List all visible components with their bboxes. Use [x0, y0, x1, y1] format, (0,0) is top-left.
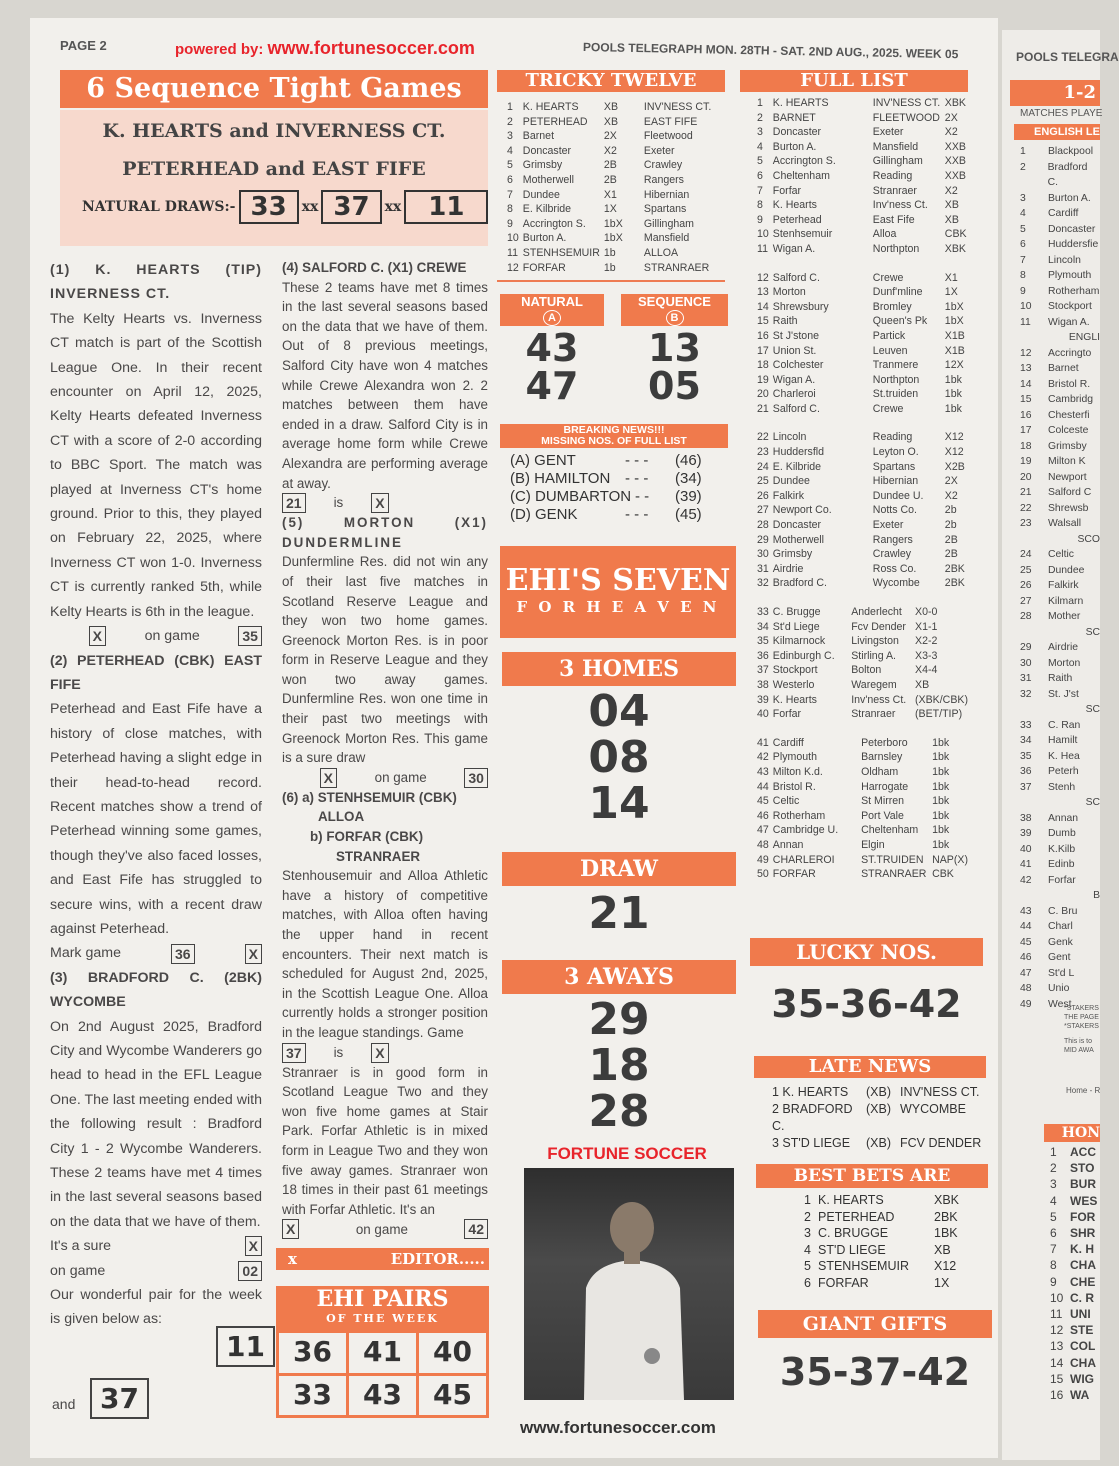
on-game: on game — [355, 1221, 408, 1237]
lucky-numbers: 35-36-42 — [771, 982, 962, 1026]
list-item: 7 K. H — [1050, 1242, 1094, 1257]
list-item: 10 Stockport — [1020, 301, 1092, 312]
on-game: on game — [144, 628, 200, 645]
table-row: 3 Doncaster Exeter X2 — [757, 126, 958, 139]
list-item: 42 Forfar — [1020, 874, 1076, 886]
table-row: 24 E. Kilbride Spartans X2B — [757, 460, 965, 473]
table-row: 11 STENHSEMUIR 1b ALLOA — [507, 246, 679, 259]
table-row: 32 Bradford C. Wycombe 2BK — [757, 577, 965, 590]
game-number: 21 — [282, 493, 306, 513]
on-game: on game — [50, 1262, 106, 1279]
list-item: 6 SHR — [1050, 1226, 1096, 1241]
list-item: 33 C. Ran — [1020, 719, 1081, 731]
list-item: 3 ST'D LIEGE (XB) FCV DENDER — [772, 1136, 982, 1150]
seq-title: 6 Sequence Tight Games — [60, 70, 488, 108]
list-item: B — [1093, 890, 1100, 901]
right-list-2 — [1050, 1144, 1100, 1403]
page-number: PAGE 2 — [60, 38, 107, 53]
list-item: 15 WIG — [1050, 1371, 1094, 1386]
heading-6c: b) FORFAR (CBK) — [310, 829, 424, 845]
ehi-pairs-title — [276, 1286, 489, 1330]
para-4: These 2 teams have met 8 times in the last several seasons based on the data that we have of them. Out of 8 previous meetings, Salford City have won 4 matches while Crewe Alexandra won 2. 2 matches between them have ended in a draw. Salford City is in average home form while Crewe Alexandra are performing average at away. — [282, 279, 488, 491]
ehi-pairs-sub: OF THE WEEK — [326, 1312, 439, 1325]
table-row: 7 Forfar Stranraer X2 — [757, 184, 958, 197]
sequence-label: SEQUENCE — [638, 294, 711, 309]
mark-x: X — [371, 493, 388, 513]
home-num-2: 08 — [588, 732, 650, 783]
player-photo — [524, 1168, 734, 1400]
pair-text: Our wonderful pair for the week is given below as: — [50, 1287, 262, 1328]
pair-cell: 40 — [419, 1333, 486, 1373]
natural-a: A — [543, 310, 561, 326]
list-item: 2 Bradford C. — [1020, 161, 1088, 188]
para-7: Stranraer is in good form in Scotland League Two and they won five home games at Stair Park. Forfar Athletic is in mixed form in League Two and they won five away games. Stranraer won 18 times in their past 61 meetings with Forfar Athletic. It's an — [282, 1064, 488, 1217]
list-item: 36 Peterh — [1020, 766, 1079, 777]
list-item: 3 Burton A. — [1020, 192, 1091, 204]
ehi-seven-banner — [500, 546, 736, 638]
table-row: 49 CHARLEROI ST.TRUIDEN NAP(X) — [757, 853, 968, 866]
list-item: 35 K. Hea — [1020, 750, 1080, 762]
tricky-table — [505, 100, 713, 275]
site-link[interactable]: www.fortunesoccer.com — [267, 38, 475, 58]
list-item: 20 Newport — [1020, 471, 1087, 483]
list-item: 11 Wigan A. — [1020, 316, 1090, 328]
table-row: 40 Forfar Stranraer (BET/TIP) — [757, 708, 963, 721]
late-news-list — [772, 1084, 981, 1152]
table-row: 2 PETERHEAD XB EAST FIFE — [507, 115, 698, 128]
table-row: 20 Charleroi St.truiden 1bk — [757, 388, 962, 401]
list-item: SC — [1085, 626, 1100, 638]
natural-label: NATURAL — [521, 294, 583, 309]
seq-line1: K. HEARTS and INVERNESS CT. — [102, 120, 446, 142]
draw-title: DRAW — [502, 852, 736, 886]
table-row: 35 Kilmarnock Livingston X2-2 — [757, 635, 938, 648]
list-item: 46 Gent — [1020, 952, 1071, 963]
table-row: 22 Lincoln Reading X12 — [757, 431, 964, 444]
pair-cell: 45 — [419, 1376, 486, 1416]
mark-x: X — [282, 1219, 299, 1239]
natural-draw-1: 33 — [239, 190, 299, 224]
breaking-header — [500, 424, 728, 448]
table-row: 27 Newport Co. Notts Co. 2b — [757, 504, 957, 517]
table-row: 25 Dundee Hibernian 2X — [757, 475, 958, 488]
table-row: 18 Colchester Tranmere 12X — [757, 359, 964, 372]
list-item: SC — [1085, 704, 1100, 715]
list-item: 25 Dundee — [1020, 564, 1085, 576]
table-row: 9 Peterhead East Fife XB — [757, 213, 959, 226]
table-row: 43 Milton K.d. Oldham 1bk — [757, 765, 950, 778]
giant-gifts-numbers: 35-37-42 — [779, 1350, 971, 1394]
list-item: 9 Rotherham — [1020, 285, 1100, 297]
table-row: 10 Stenhsemuir Alloa CBK — [757, 228, 967, 241]
right-title: 1-2 — [1010, 80, 1100, 106]
table-row: 30 Grimsby Crawley 2B — [757, 548, 958, 561]
list-item: 21 Salford C — [1020, 487, 1092, 498]
table-row: 7 Dundee X1 Hibernian — [507, 188, 690, 201]
list-item: 1 ACC — [1050, 1145, 1096, 1159]
list-item: 18 Grimsby — [1020, 440, 1087, 452]
aways-title: 3 AWAYS — [502, 960, 736, 994]
natural-draws — [82, 190, 488, 224]
homes-title: 3 HOMES — [502, 652, 736, 686]
game-number: 30 — [464, 768, 488, 788]
best-bets-title: BEST BETS ARE — [756, 1164, 988, 1188]
list-item: 22 Shrewsb — [1020, 502, 1089, 514]
list-item: 4 WES — [1050, 1193, 1098, 1208]
list-item: SCO — [1077, 533, 1100, 545]
table-row: 36 Edinburgh C. Stirling A. X3-3 — [757, 649, 938, 662]
editor-label: EDITOR..... — [390, 1250, 485, 1268]
list-item: 17 Colceste — [1020, 425, 1089, 436]
ehi-seven-sub: F O R H E A V E N — [516, 598, 720, 616]
right-notes: *STAKERS THE PAGE *STAKERS This is to MID AWA — [1064, 1005, 1099, 1054]
list-item: 30 Morton — [1020, 657, 1081, 669]
para-5: Dunfermline Res. did not win any of their last five matches in Scotland Reserve League and they won two home games. Greenock Morton Res. is in poor form in Reserve League and they won two away games. Dunfermline Res. won one time in their past two meetings with Greenock Morton Res. This game is a sure draw — [282, 554, 488, 766]
para-6: Stenhousemuir and Alloa Athletic have a history of competitive matches, with Alloa often having the upper hand in recent encounters. Their next match is scheduled for August 2nd, 2025, in the Scottish League One. Alloa currently holds a stronger position in the league standings. Game — [282, 868, 488, 1040]
list-item: 29 Airdrie — [1020, 642, 1079, 653]
list-item: 5 STENHSEMUIR X12 — [804, 1259, 957, 1273]
list-item: 45 Genk — [1020, 936, 1073, 948]
list-item: 8 CHA — [1050, 1258, 1096, 1273]
list-item: 39 Dumb — [1020, 828, 1076, 839]
table-row: 50 FORFAR STRANRAER CBK — [757, 868, 954, 881]
list-item: 24 Celtic — [1020, 549, 1074, 560]
list-item: 2 STO — [1050, 1161, 1095, 1176]
game-number: 35 — [238, 626, 262, 646]
para-2: Peterhead and East Fife have a history of close matches, with Peterhead having a slight edge in their head-to-head record. Recent matches show a trend of Peterhead winning some games, though they've also faced losses, and East Fife has struggled to secure wins, with a recent draw against Peterhead. — [50, 701, 262, 937]
list-item: 41 Edinb — [1020, 859, 1075, 870]
list-item: 28 Mother — [1020, 611, 1081, 622]
heading-6d: STRANRAER — [336, 848, 421, 864]
list-item: 8 Plymouth — [1020, 270, 1092, 281]
list-item: 16 WA — [1050, 1388, 1090, 1403]
table-row: 8 E. Kilbride 1X Spartans — [507, 203, 687, 216]
heading-4: (4) SALFORD C. (X1) CREWE — [282, 260, 467, 275]
table-row: 21 Salford C. Crewe 1bk — [757, 402, 962, 415]
natural-draw-3: 11 — [404, 190, 488, 224]
right-header: POOLS TELEGRA — [1016, 50, 1119, 64]
sequence-num-2: 05 — [648, 364, 701, 408]
list-item: (C) DUMBARTON - - (39) — [510, 488, 702, 505]
game-number: 36 — [171, 944, 195, 964]
table-row: 12 FORFAR 1b STRANRAER — [507, 261, 710, 274]
table-row: 3 Barnet 2X Fleetwood — [507, 130, 693, 143]
table-row: 6 Motherwell 2B Rangers — [507, 173, 684, 186]
table-row: 29 Motherwell Rangers 2B — [757, 533, 958, 546]
ehi-pairs-heading: EHI PAIRS — [316, 1286, 449, 1312]
list-item: 23 Walsall — [1020, 518, 1082, 529]
right-list — [1020, 144, 1100, 1012]
breaking-title: BREAKING NEWS!!! — [563, 424, 665, 436]
list-item: 44 Charl — [1020, 921, 1073, 932]
list-item: 6 FORFAR 1X — [804, 1275, 950, 1290]
table-row: 23 Huddersfld Leyton O. X12 — [757, 446, 964, 459]
table-row: 4 Burton A. Mansfield XXB — [757, 140, 966, 153]
full-list-group-4 — [755, 605, 970, 722]
list-item: 16 Chesterfi — [1020, 409, 1090, 421]
right-sub: MATCHES PLAYE — [1020, 108, 1103, 119]
full-list — [755, 96, 970, 882]
separator: xx — [301, 199, 319, 215]
list-item: 47 St'd L — [1020, 967, 1075, 979]
table-row: 1 K. HEARTS INV'NESS CT. XBK — [757, 97, 966, 109]
table-row: 33 C. Brugge Anderlecht X0-0 — [757, 606, 938, 618]
table-row: 5 Grimsby 2B Crawley — [507, 159, 683, 172]
list-item: 1 K. HEARTS (XB) INV'NESS CT. — [772, 1085, 980, 1099]
powered-by — [175, 38, 475, 59]
telegraph-header: POOLS TELEGRAPH MON. 28TH - SAT. 2ND AUG., 2025. WEEK 05 — [582, 40, 959, 62]
pair-2: 37 — [90, 1378, 149, 1419]
player-silhouette-icon — [524, 1168, 734, 1400]
away-num-2: 18 — [588, 1040, 650, 1091]
table-row: 44 Bristol R. Harrogate 1bk — [757, 780, 950, 793]
table-row: 5 Accrington S. Gillingham XXB — [757, 155, 966, 168]
list-item: 31 Raith — [1020, 673, 1073, 684]
game-number: 02 — [238, 1261, 262, 1281]
list-item: 4 Cardiff — [1020, 208, 1079, 219]
list-item: 5 FOR — [1050, 1209, 1096, 1224]
list-item: 14 Bristol R. — [1020, 378, 1091, 390]
list-item: 11 UNI — [1050, 1307, 1091, 1322]
full-list-title: FULL LIST — [740, 70, 968, 92]
table-row: 4 Doncaster X2 Exeter — [507, 144, 675, 157]
list-item: 32 St. J'st — [1020, 688, 1079, 700]
natural-num-2: 47 — [525, 364, 579, 408]
home-num-3: 14 — [588, 778, 650, 829]
natural-header — [500, 294, 604, 326]
list-item: 7 Lincoln — [1020, 254, 1081, 266]
away-num-1: 29 — [588, 994, 650, 1045]
table-row: 46 Rotherham Port Vale 1bk — [757, 809, 950, 822]
sure-text: It's a sure — [50, 1238, 112, 1255]
right-league: ENGLISH LE — [1014, 124, 1100, 140]
list-item: 37 Stenh — [1020, 781, 1076, 793]
table-row: 16 St J'stone Partick X1B — [757, 329, 965, 342]
powered-label: powered by: — [175, 41, 264, 58]
table-row: 37 Stockport Bolton X4-4 — [757, 664, 938, 677]
natural-draw-2: 37 — [321, 190, 381, 224]
list-item: (D) GENK - - - (45) — [510, 506, 702, 523]
heading-1: (1) K. HEARTS (TIP) INVERNESS CT. — [50, 262, 262, 303]
heading-2: (2) PETERHEAD (CBK) EAST FIFE — [50, 652, 262, 693]
list-item: SC — [1085, 797, 1100, 808]
table-row: 14 Shrewsbury Bromley 1bX — [757, 300, 964, 313]
sequence-num-1: 13 — [648, 326, 701, 370]
heading-6b: ALLOA — [318, 809, 365, 825]
table-row: 19 Wigan A. Northpton 1bk — [757, 373, 962, 386]
list-item: 13 COL — [1050, 1339, 1096, 1354]
fortune-label: FORTUNE SOCCER — [547, 1144, 707, 1163]
home-num-1: 04 — [588, 686, 650, 737]
full-list-group-3 — [755, 430, 967, 591]
mark-game: Mark game — [50, 945, 121, 962]
article-col1 — [50, 258, 262, 1332]
list-item: 10 C. R — [1050, 1290, 1094, 1305]
list-item: (A) GENT - - - (46) — [510, 452, 702, 469]
list-item: 12 STE — [1050, 1323, 1094, 1338]
table-row: 39 K. Hearts Inv'ness Ct. (XBK/CBK) — [757, 693, 968, 706]
para-3: On 2nd August 2025, Bradford City and Wycombe Wanderers go head to head in the EFL League One. The last meeting ended with the following result : Bradford City 1 - 2 Wycombe Wanderers. These 2 teams have met 4 times in the last several seasons based on the data that we have of them. — [50, 1018, 262, 1230]
list-item: 40 K.Kilb — [1020, 843, 1076, 855]
right-home: Home - R — [1066, 1086, 1101, 1095]
table-row: 34 St'd Liege Fcv Dender X1-1 — [757, 620, 938, 633]
and-label: and — [52, 1396, 76, 1412]
is-text: is — [333, 495, 344, 511]
sequence-header — [621, 294, 728, 326]
list-item: 48 Unio — [1020, 983, 1070, 994]
table-row: 2 BARNET FLEETWOOD 2X — [757, 111, 958, 124]
table-row: 31 Airdrie Ross Co. 2BK — [757, 562, 965, 575]
footer-site[interactable]: www.fortunesoccer.com — [520, 1418, 716, 1437]
heading-6: (6) a) STENHSEMUIR (CBK) — [282, 789, 457, 805]
list-item: (B) HAMILTON - - - (34) — [510, 470, 702, 487]
tricky-title: TRICKY TWELVE — [497, 70, 725, 92]
list-item: 19 Milton K — [1020, 456, 1086, 467]
divider — [497, 280, 725, 282]
list-item: 3 C. BRUGGE 1BK — [804, 1226, 958, 1240]
editor-bar — [276, 1248, 489, 1270]
table-row: 8 K. Hearts Inv'ness Ct. XB — [757, 199, 959, 212]
list-item: 5 Doncaster — [1020, 223, 1096, 235]
list-item: ENGLI — [1068, 332, 1100, 343]
mark-x: X — [371, 1043, 388, 1063]
para-1: The Kelty Hearts vs. Inverness CT match is part of the Scottish League One. In their recent encounter on April 12, 2025, Kelty Hearts defeated Inverness CT with a score of 2-0 according to BBC Sport. The match was played at Inverness CT's home ground. Prior to this, they played on February 22, 2025, where Inverness CT won 1-0. Inverness CT is currently ranked 5th, while Kelty Hearts is 6th in the league. — [50, 310, 262, 620]
list-item: 6 Huddersfie — [1020, 239, 1099, 250]
mark-x: X — [89, 626, 106, 646]
table-row: 26 Falkirk Dundee U. X2 — [757, 489, 958, 502]
list-item: 38 Annan — [1020, 812, 1079, 824]
list-item: 43 C. Bru — [1020, 905, 1078, 917]
mark-x: X — [245, 944, 262, 964]
natural-draws-label: NATURAL DRAWS:- — [82, 199, 236, 215]
list-item: 2 BRADFORD C. (XB) WYCOMBE — [772, 1102, 966, 1133]
full-list-group-5 — [755, 736, 970, 882]
full-list-group-2 — [755, 271, 967, 417]
table-row: 48 Annan Elgin 1bk — [757, 838, 950, 851]
late-news-title: LATE NEWS — [754, 1056, 986, 1078]
pair-cell: 41 — [349, 1333, 416, 1373]
separator: xx — [384, 199, 402, 215]
table-row: 45 Celtic St Mirren 1bk — [757, 795, 950, 808]
mark-x: X — [245, 1236, 262, 1256]
table-row: 42 Plymouth Barnsley 1bk — [757, 751, 950, 764]
list-item: 26 Falkirk — [1020, 580, 1079, 591]
list-item: 4 ST'D LIEGE XB — [804, 1242, 951, 1257]
giant-gifts-title: GIANT GIFTS — [758, 1310, 992, 1338]
table-row: 9 Accrington S. 1bX Gillingham — [507, 217, 694, 230]
seq-line2: PETERHEAD and EAST FIFE — [122, 158, 426, 180]
sequence-b: B — [666, 310, 684, 326]
list-item: 12 Accringto — [1020, 347, 1092, 359]
pair-1: 11 — [216, 1326, 275, 1367]
list-item: 3 BUR — [1050, 1177, 1096, 1192]
list-item: 13 Barnet — [1020, 363, 1079, 374]
ehi-pairs-grid — [276, 1330, 489, 1418]
game-number: 37 — [282, 1043, 306, 1063]
editor-x: x — [288, 1250, 297, 1268]
draw-num: 21 — [588, 888, 650, 939]
is-text: is — [333, 1044, 344, 1060]
game-number: 42 — [464, 1219, 488, 1239]
table-row: 47 Cambridge U. Cheltenham 1bk — [757, 824, 950, 837]
list-item: 34 Hamilt — [1020, 735, 1078, 746]
list-item: 1 Blackpool — [1020, 146, 1094, 157]
breaking-sub: MISSING NOS. OF FULL LIST — [541, 435, 687, 447]
table-row: 11 Wigan A. Northpton XBK — [757, 242, 966, 255]
table-row: 13 Morton Dunf'mline 1X — [757, 286, 958, 299]
pair-cell: 36 — [279, 1333, 346, 1373]
table-row: 17 Union St. Leuven X1B — [757, 344, 965, 357]
article-col2 — [282, 258, 488, 1239]
table-row: 6 Cheltenham Reading XXB — [757, 169, 966, 182]
list-item: 2 PETERHEAD 2BK — [804, 1209, 958, 1224]
table-row: 38 Westerlo Waregem XB — [757, 678, 930, 691]
table-row: 41 Cardiff Peterboro 1bk — [757, 736, 950, 749]
table-row: 12 Salford C. Crewe X1 — [757, 271, 958, 284]
table-row: 1 K. HEARTS XB INV'NESS CT. — [507, 101, 712, 113]
pair-cell: 43 — [349, 1376, 416, 1416]
mark-x: X — [320, 768, 337, 788]
list-item: 1 K. HEARTS XBK — [804, 1193, 960, 1207]
right-hon: HON — [1044, 1124, 1100, 1142]
away-num-3: 28 — [588, 1086, 650, 1137]
pair-cell: 33 — [279, 1376, 346, 1416]
table-row: 10 Burton A. 1bX Mansfield — [507, 232, 690, 245]
heading-3: (3) BRADFORD C. (2BK) WYCOMBE — [50, 969, 262, 1011]
best-bets-list — [804, 1192, 959, 1291]
ehi-seven-title: EHI'S SEVEN — [505, 563, 731, 598]
list-item: 49 West — [1020, 998, 1072, 1010]
lucky-title: LUCKY NOS. — [750, 938, 983, 966]
table-row: 28 Doncaster Exeter 2b — [757, 519, 957, 532]
missing-list — [510, 452, 710, 524]
on-game: on game — [374, 770, 427, 786]
list-item: 27 Kilmarn — [1020, 595, 1084, 607]
table-row: 15 Raith Queen's Pk 1bX — [757, 315, 964, 328]
list-item: 9 CHE — [1050, 1274, 1096, 1289]
full-list-group-1 — [755, 96, 969, 257]
list-item: 14 CHA — [1050, 1355, 1096, 1370]
natural-num-1: 43 — [525, 326, 579, 370]
list-item: 15 Cambridg — [1020, 394, 1094, 405]
heading-5: (5) MORTON (X1) DUNDERMLINE — [282, 515, 488, 550]
